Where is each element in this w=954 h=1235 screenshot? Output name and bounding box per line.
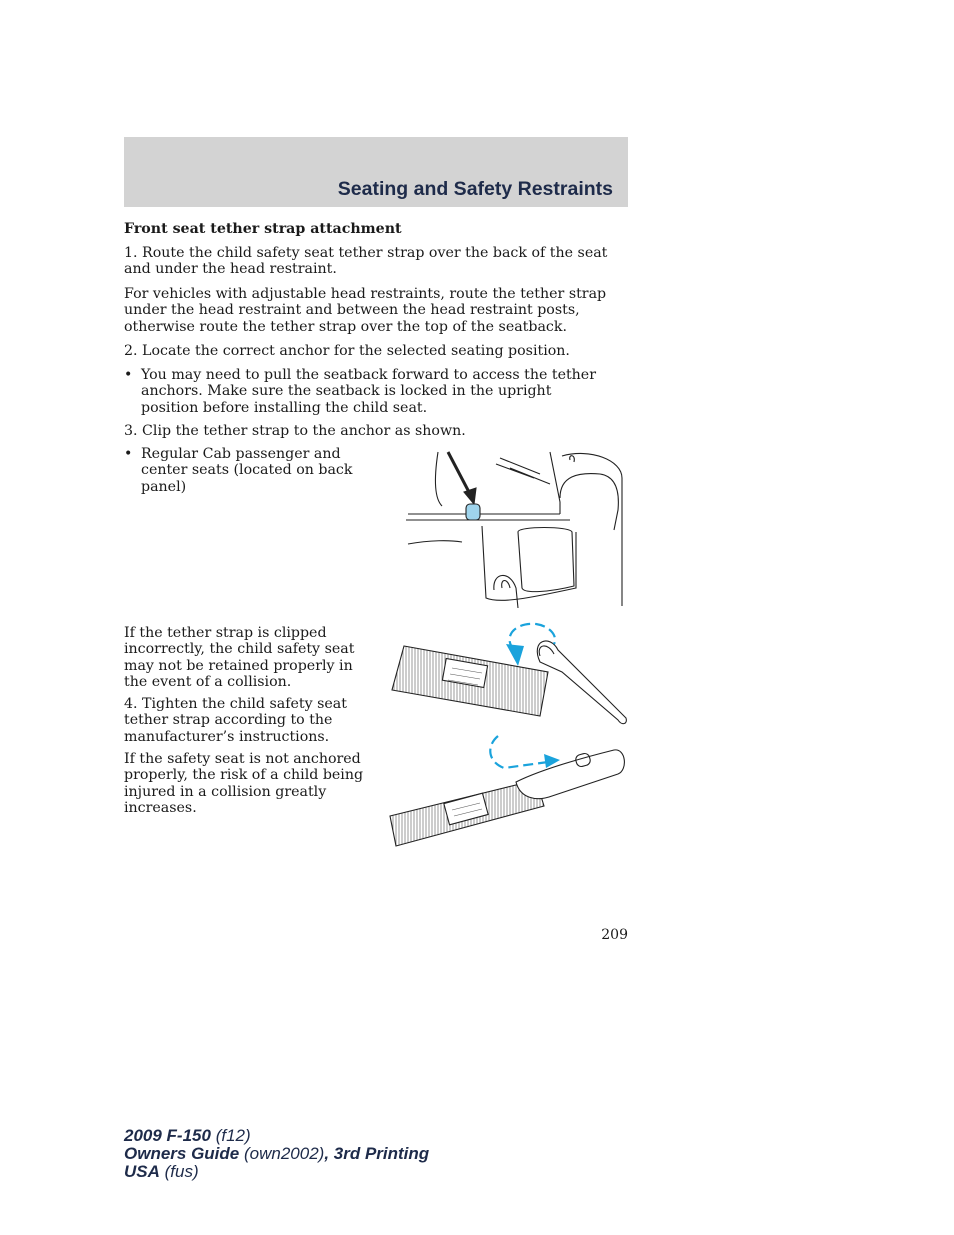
page-number: 209 <box>601 927 628 943</box>
step-3: 3. Clip the tether strap to the anchor as shown. <box>124 423 466 439</box>
footer-model: 2009 F-150 <box>124 1126 211 1145</box>
bullet-regular-cab <box>124 446 386 495</box>
footer-market: USA <box>124 1162 160 1181</box>
tether-hook <box>537 641 626 724</box>
footer-separator: , <box>324 1144 330 1163</box>
subheading: Front seat tether strap attachment <box>124 221 402 237</box>
head-restraint-outline <box>560 474 618 530</box>
tether-anchor-highlight <box>466 504 480 520</box>
footer-line-1 <box>124 1127 429 1145</box>
tether-hook <box>516 750 624 799</box>
warning-not-anchored: If the safety seat is not anchored properly, the risk of a child being injured in a collision greatly increases. <box>124 751 364 817</box>
anchor-location-illustration <box>400 448 628 608</box>
door-frame-line <box>435 452 442 506</box>
bullet-seatback <box>124 367 604 416</box>
footer-market-code: (fus) <box>164 1162 199 1181</box>
footer-line-2 <box>124 1145 429 1163</box>
footer-guide-code: (own2002) <box>243 1144 325 1163</box>
bullet-symbol: • <box>124 446 133 462</box>
seat-back-outline <box>562 453 622 606</box>
warning-incorrect-clip: If the tether strap is clipped incorrectly, the child safety seat may not be retained properly in the event of a collision. <box>124 625 355 691</box>
strap-clip-correct-illustration <box>386 732 630 852</box>
rotation-arrow-head <box>506 644 524 666</box>
section-title: Seating and Safety Restraints <box>337 178 613 200</box>
panel-ridge-lines <box>496 458 550 484</box>
bullet-seatback-text: You may need to pull the seatback forward to access the tether anchors. Make sure the seatback is locked in the upright position before installing the child seat. <box>141 367 596 416</box>
adjustable-head-restraint-note: For vehicles with adjustable head restraints, route the tether strap under the head restraint and between the head restraint posts, otherwise route the tether strap over the top of the seatback. <box>124 286 607 335</box>
lower-anchor-loop <box>502 581 510 589</box>
pillar-line <box>550 452 560 514</box>
step-2: 2. Locate the correct anchor for the selected seating position. <box>124 343 570 359</box>
section-header-band <box>124 137 628 207</box>
step-4: 4. Tighten the child safety seat tether strap according to the manufacturer’s instructions. <box>124 696 347 745</box>
bullet-symbol: • <box>124 367 133 383</box>
footer-printing: 3rd Printing <box>333 1144 430 1163</box>
footer-guide: Owners Guide <box>124 1144 240 1163</box>
strap-clip-incorrect-illustration <box>390 620 630 728</box>
document-footer <box>124 1127 429 1181</box>
footer-model-code: (f12) <box>215 1126 251 1145</box>
footer-line-3 <box>124 1163 429 1181</box>
step-1: 1. Route the child safety seat tether strap over the back of the seat and under the head restraint. <box>124 245 608 278</box>
pointer-arrow-head <box>464 488 476 504</box>
floor-line <box>408 541 462 544</box>
bullet-regular-cab-text: Regular Cab passenger and center seats (located on back panel) <box>141 446 353 495</box>
pointer-arrow-shaft <box>448 452 470 494</box>
seat-bolt <box>570 456 575 462</box>
seat-back-panel <box>518 528 574 592</box>
direction-arrow-path <box>490 736 548 768</box>
